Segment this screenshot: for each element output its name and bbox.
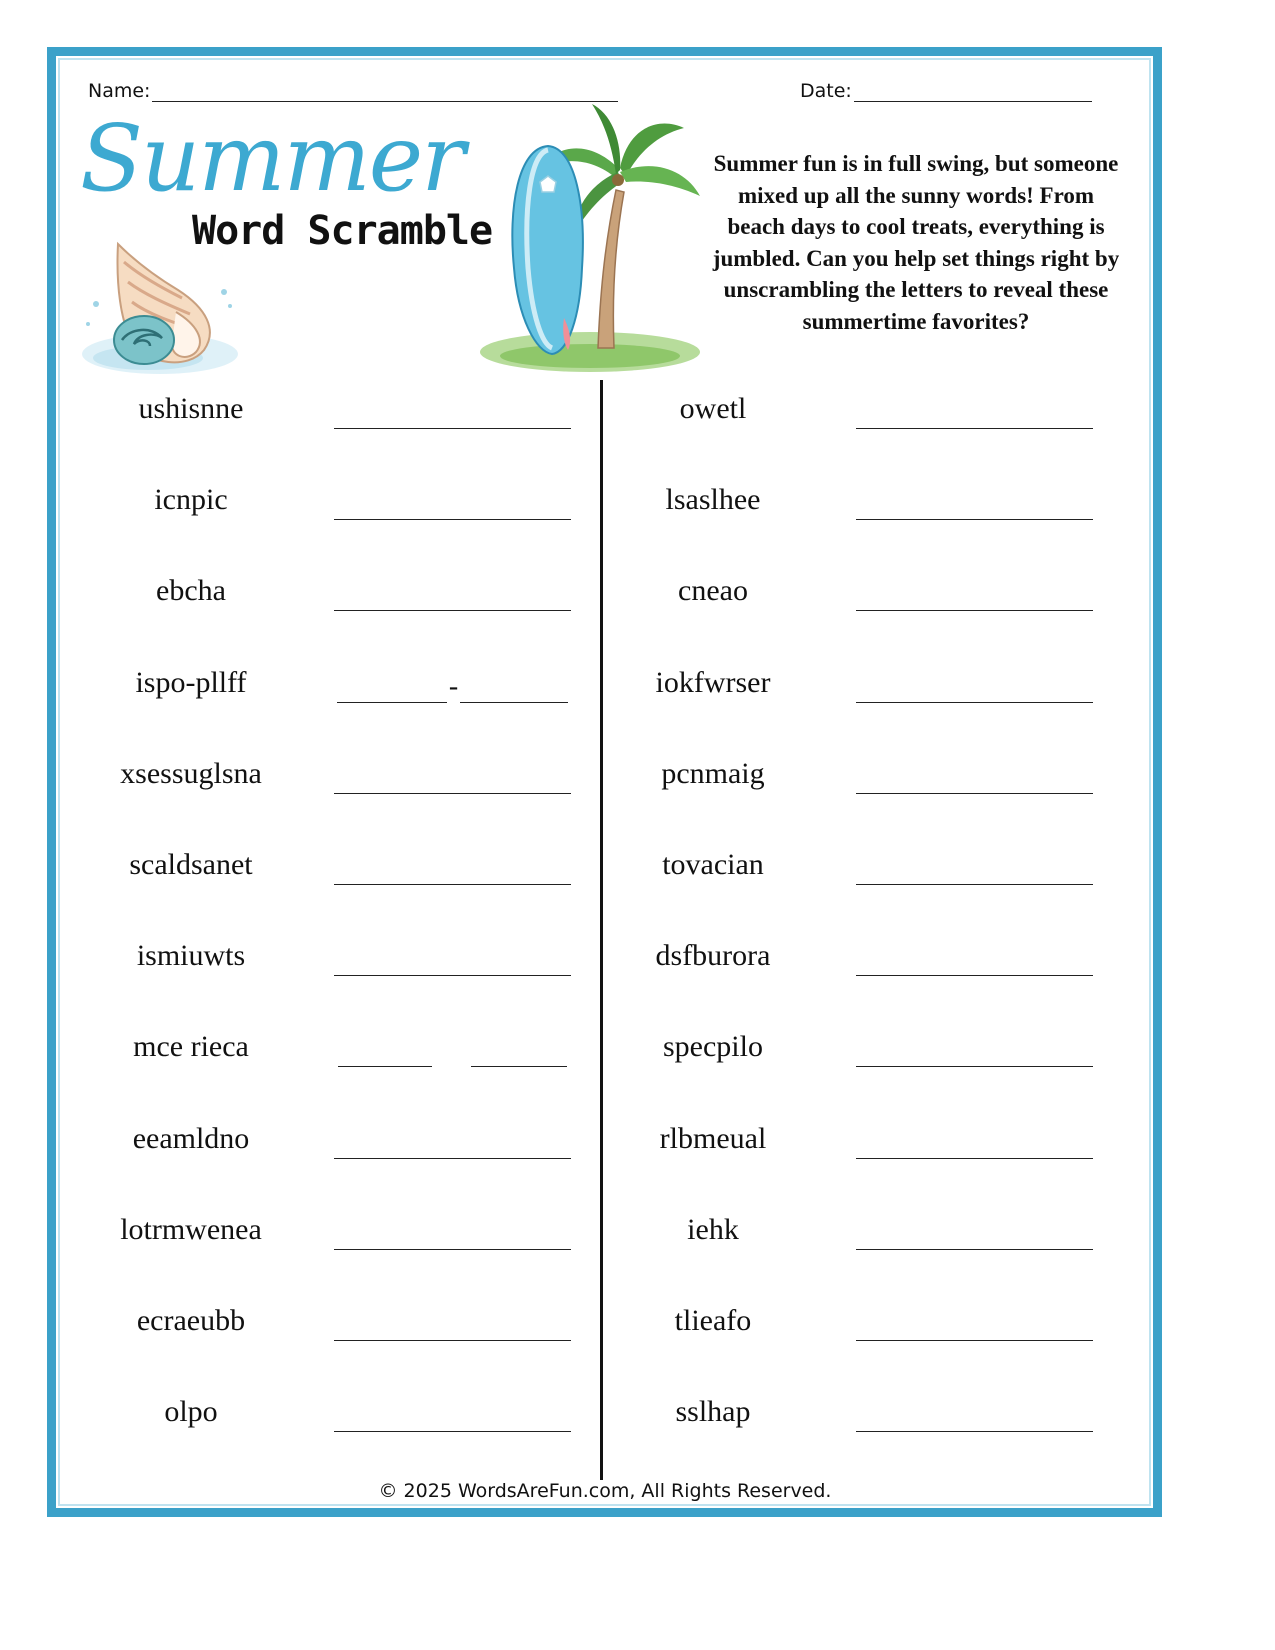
scrambled-word: ismiuwts (136, 939, 246, 973)
right-column (582, 380, 1122, 1474)
puzzle-row (582, 927, 1122, 1018)
intro-text: Summer fun is in full swing, but someone mixed up all the sunny words! From beach days to cool treats, everything is jumbled. Can you help set things right by unscrambling the letters to reveal these summertime favorites? (712, 151, 1120, 334)
puzzle-row (60, 836, 600, 927)
puzzle-row (60, 1292, 600, 1383)
name-label: Name: (88, 80, 151, 102)
puzzle-row (60, 1110, 600, 1201)
title-summer: Summer (80, 105, 464, 212)
puzzle-row (60, 1018, 600, 1109)
copyright-footer: © 2025 WordsAreFun.com, All Rights Reserved. (378, 1480, 832, 1502)
scrambled-word: pcnmaig (661, 756, 765, 790)
date-line[interactable] (854, 81, 1092, 102)
puzzle-row (582, 745, 1122, 836)
scrambled-word: mce rieca (133, 1030, 249, 1064)
puzzle-row (582, 562, 1122, 653)
puzzle-row (60, 745, 600, 836)
answer-line[interactable] (460, 702, 568, 703)
answer-line[interactable] (856, 1158, 1093, 1159)
puzzle-row (582, 1018, 1122, 1109)
title-word-scramble: Word Scramble (192, 208, 493, 254)
puzzle-row (582, 1110, 1122, 1201)
scrambled-word: sslhap (675, 1395, 751, 1429)
scrambled-word: tlieafo (674, 1303, 752, 1337)
puzzle-row (582, 1201, 1122, 1292)
scrambled-word: lsaslhee (665, 483, 761, 517)
answer-hyphen: - (448, 670, 459, 702)
puzzle-row (582, 836, 1122, 927)
answer-line[interactable] (334, 884, 571, 885)
answer-line[interactable] (337, 702, 447, 703)
left-column (60, 380, 600, 1474)
puzzle-row (582, 1383, 1122, 1474)
answer-line[interactable] (334, 1158, 571, 1159)
scrambled-word: ecraeubb (136, 1303, 246, 1337)
answer-line[interactable] (856, 793, 1093, 794)
scrambled-word: ispo-pllff (135, 665, 247, 699)
scrambled-word: xsessuglsna (120, 756, 262, 790)
scrambled-word: lotrmwenea (120, 1212, 262, 1246)
answer-line[interactable] (471, 1066, 567, 1067)
puzzle-row (60, 654, 600, 745)
answer-line[interactable] (334, 610, 571, 611)
puzzle-row (60, 380, 600, 471)
scrambled-word: tovacian (662, 847, 764, 881)
answer-line[interactable] (334, 519, 571, 520)
scrambled-word: rlbmeual (659, 1121, 767, 1155)
answer-line[interactable] (856, 884, 1093, 885)
answer-line[interactable] (334, 1249, 571, 1250)
puzzle-row (582, 1292, 1122, 1383)
scrambled-word: iokfwrser (655, 665, 771, 699)
scrambled-word: dsfburora (655, 939, 771, 973)
scrambled-word: cneao (678, 574, 748, 608)
scrambled-word: olpo (164, 1395, 218, 1429)
answer-line[interactable] (856, 519, 1093, 520)
answer-line[interactable] (856, 1066, 1093, 1067)
scrambled-word: eeamldno (132, 1121, 250, 1155)
seashell-illustration (78, 232, 243, 382)
scrambled-word: iehk (687, 1212, 739, 1246)
answer-line[interactable] (334, 428, 571, 429)
puzzle-row (582, 471, 1122, 562)
answer-line[interactable] (334, 1340, 571, 1341)
answer-line[interactable] (856, 610, 1093, 611)
answer-line[interactable] (856, 1249, 1093, 1250)
answer-line[interactable] (856, 428, 1093, 429)
answer-line[interactable] (856, 975, 1093, 976)
puzzle-row (582, 654, 1122, 745)
puzzle-row (60, 562, 600, 653)
surfboard-palm-illustration (478, 98, 708, 378)
scrambled-word: owetl (679, 392, 747, 425)
date-label: Date: (800, 80, 852, 102)
answer-line[interactable] (338, 1066, 432, 1067)
scrambled-word: specpilo (663, 1030, 763, 1064)
puzzle-row (582, 380, 1122, 471)
scrambled-word: ebcha (156, 574, 226, 608)
answer-line[interactable] (856, 1431, 1093, 1432)
answer-line[interactable] (856, 1340, 1093, 1341)
answer-line[interactable] (856, 702, 1093, 703)
answer-line[interactable] (334, 975, 571, 976)
puzzle-row (60, 927, 600, 1018)
puzzle-row (60, 471, 600, 562)
scrambled-word: scaldsanet (129, 847, 253, 881)
scrambled-word: icnpic (154, 483, 228, 517)
answer-line[interactable] (334, 793, 571, 794)
answer-line[interactable] (334, 1431, 571, 1432)
scrambled-word: ushisnne (138, 392, 244, 425)
date-field[interactable] (800, 80, 1092, 102)
puzzle-row (60, 1201, 600, 1292)
puzzle-row (60, 1383, 600, 1474)
